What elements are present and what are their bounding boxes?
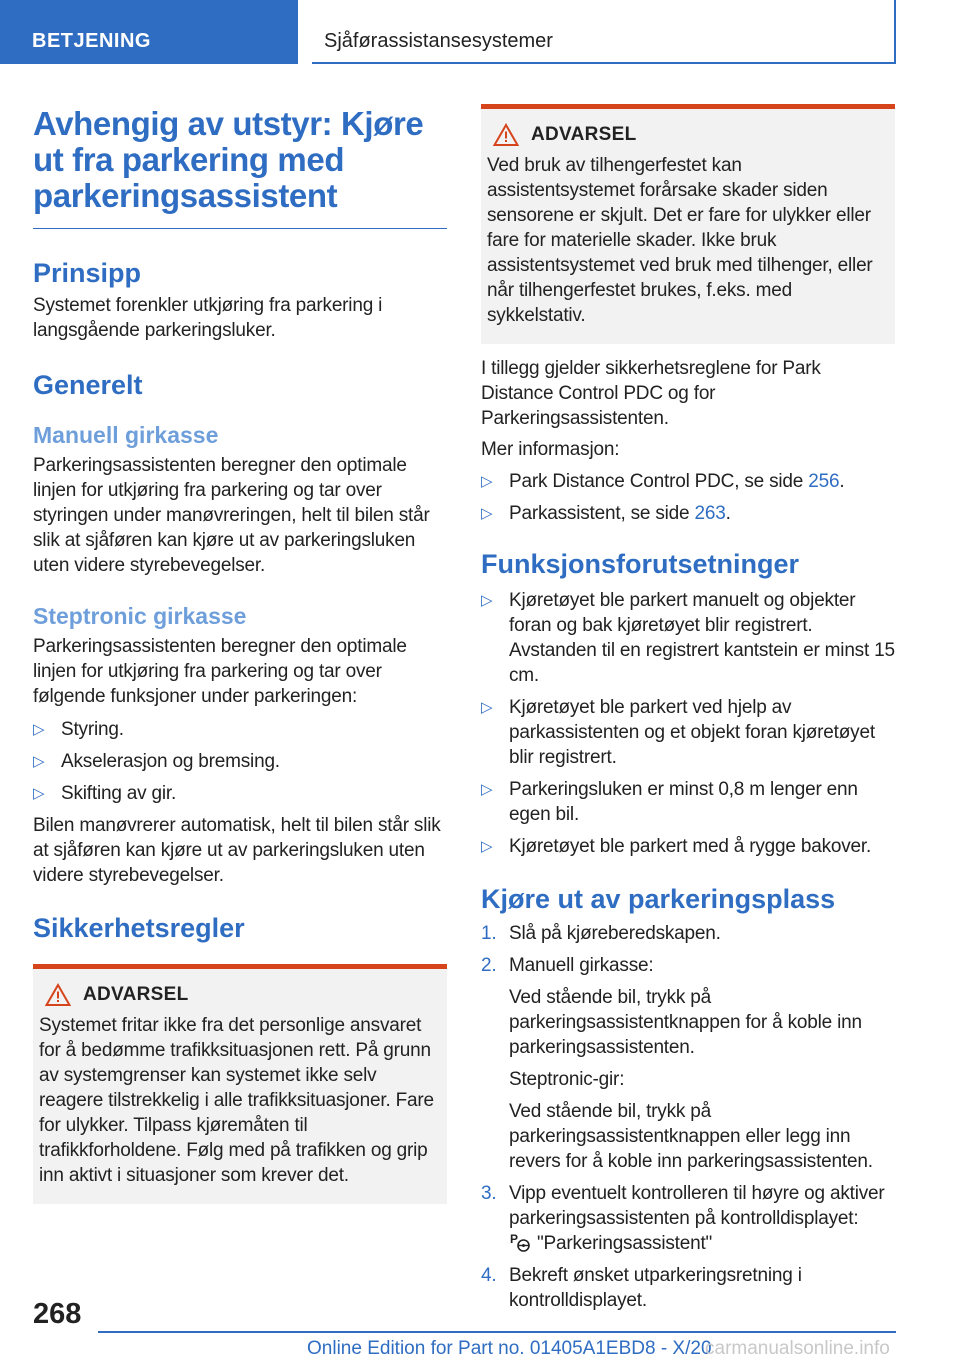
list-item-text: Styring.: [61, 719, 124, 740]
list-item-text: Kjøretøyet ble parkert manuelt og objekter foran og bak kjøretøyet blir registrert. Avstanden til en registrert kantstein er minst 15 cm.: [509, 590, 895, 686]
svg-text:P: P: [510, 1232, 518, 1246]
step-item: [481, 1263, 895, 1313]
steptronic-after-text: Bilen manøvrerer automatisk, helt til bilen står slik at sjåføren kan kjøre ut av parkeringsluken uten videre styrebevegelser.: [33, 815, 441, 886]
warning-text: Ved bruk av tilhengerfestet kan assistentsystemet forårsake skader siden sensorene er skjult. Det er fare for ulykker eller fare for materielle skader. Ikke bruk assistentsystemet ved bruk med tilhenger, eller når tilhengerfestet brukes, f.eks. med sykkelstativ.: [487, 155, 873, 326]
list-item: [481, 695, 895, 770]
heading-generelt: Generelt: [33, 370, 143, 400]
bullet-triangle-icon: ▷: [481, 781, 493, 798]
step-menu-entry: [509, 1231, 895, 1256]
footer-edition: Online Edition for Part no. 01405A1EBD8 - X/20: [307, 1338, 712, 1359]
list-item-text: Kjøretøyet ble parkert med å rygge bakover.: [509, 836, 872, 857]
list-item: [481, 777, 895, 827]
page-title: Avhengig av utstyr: Kjøre ut fra parkering med parkeringsassistent: [33, 105, 424, 214]
list-item-text: Akselerasjon og bremsing.: [61, 751, 280, 772]
warning-triangle-icon: [493, 123, 519, 147]
step-text: Steptronic-gir:: [509, 1069, 625, 1090]
warning-text: Systemet fritar ikke fra det personlige ansvaret for å bedømme trafikksituasjonen rett. På grunn av systemgrenser kan systemet ikke selv reagere tilstrekkelig i alle trafikksituasjoner. Fare for ulykker. Tilpass kjøremåten til trafikkforholdene. Følg med på trafikken og grip inn aktivt i situasjoner som krever det.: [39, 1015, 434, 1186]
list-item: [481, 469, 895, 494]
step-text: Ved stående bil, trykk på parkeringsassistentknappen for å koble inn parkeringsassistenten.: [509, 987, 862, 1058]
requirements-list: [481, 588, 895, 859]
footer-divider: [98, 1331, 896, 1333]
parking-assistant-icon: [509, 1231, 531, 1253]
list-item-text: Parkeringsluken er minst 0,8 m lenger enn egen bil.: [509, 779, 858, 825]
bullet-triangle-icon: ▷: [33, 721, 45, 738]
step-number: 1.: [481, 923, 497, 944]
warning-box: [481, 104, 895, 344]
steptronic-text: Parkeringsassistenten beregner den optimale linjen for utkjøring fra parkering og tar over følgende funksjoner under parkeringen:: [33, 636, 407, 707]
step-item: [481, 921, 895, 946]
header-divider: [298, 0, 312, 64]
steps-list: [481, 921, 895, 1313]
list-item-text: Kjøretøyet ble parkert ved hjelp av parkassistenten og et objekt foran kjøretøyet blir registrert.: [509, 697, 875, 768]
heading-funksjonsforutsetninger: Funksjonsforutsetninger: [481, 549, 800, 579]
steptronic-list: [33, 717, 447, 806]
ref-text: Parkassistent, se side: [509, 503, 695, 524]
step-item: [481, 1181, 895, 1256]
step-text: Manuell girkasse:: [509, 955, 654, 976]
step-text: Ved stående bil, trykk på parkeringsassistentknappen eller legg inn revers for å koble inn parkeringsassistenten.: [509, 1101, 873, 1172]
heading-prinsipp: Prinsipp: [33, 258, 142, 288]
warning-header: [493, 123, 885, 147]
ref-text: Park Distance Control PDC, se side: [509, 471, 809, 492]
list-item: [481, 501, 895, 526]
page-link-263[interactable]: 263: [694, 503, 726, 524]
warning-triangle-icon: [45, 983, 71, 1007]
warning-label: ADVARSEL: [531, 124, 637, 145]
list-item-text: Skifting av gir.: [61, 783, 177, 804]
step-item: [481, 953, 895, 1174]
page-link-256[interactable]: 256: [808, 471, 840, 492]
bullet-triangle-icon: ▷: [33, 785, 45, 802]
list-item: [481, 834, 895, 859]
step-text: Bekreft ønsket utparkeringsretning i kontrolldisplayet.: [509, 1265, 802, 1311]
list-item: [33, 781, 447, 806]
step-text: Vipp eventuelt kontrolleren til høyre og aktiver parkeringsassistenten på kontrolldisplayet:: [509, 1183, 885, 1229]
step-number: 3.: [481, 1183, 497, 1204]
heading-sikkerhetsregler: Sikkerhetsregler: [33, 913, 245, 943]
manuell-text: Parkeringsassistenten beregner den optimale linjen for utkjøring fra parkering og tar over styringen under manøvreringen, helt til bilen står slik at sjåføren kan kjøre ut av parkeringsluken uten videre styrebevegelser.: [33, 455, 430, 576]
menu-entry-label: "Parkeringsassistent": [537, 1233, 713, 1254]
list-item: [481, 588, 895, 688]
watermark: carmanualsonline.info: [705, 1338, 890, 1359]
step-number: 2.: [481, 955, 497, 976]
bullet-triangle-icon: ▷: [481, 505, 493, 522]
prinsipp-text: Systemet forenkler utkjøring fra parkering i langsgående parkeringsluker.: [33, 295, 383, 341]
right-column: [481, 104, 895, 1313]
intro-text: I tillegg gjelder sikkerhetsreglene for Park Distance Control PDC og for Parkeringsassistenten.: [481, 358, 821, 429]
left-column: [33, 106, 447, 1204]
title-divider: [33, 228, 447, 229]
heading-manuell-girkasse: Manuell girkasse: [33, 422, 219, 448]
warning-header: [45, 983, 437, 1007]
page-number: 268: [33, 1298, 82, 1330]
warning-box: [33, 964, 447, 1204]
header-section: [0, 0, 298, 64]
bullet-triangle-icon: ▷: [481, 838, 493, 855]
warning-label: ADVARSEL: [83, 984, 189, 1005]
bullet-triangle-icon: ▷: [481, 699, 493, 716]
header-chapter-label: Sjåførassistansesystemer: [324, 30, 553, 52]
bullet-triangle-icon: ▷: [33, 753, 45, 770]
heading-steptronic-girkasse: Steptronic girkasse: [33, 603, 247, 629]
more-info-label: Mer informasjon:: [481, 439, 620, 460]
list-item: [33, 749, 447, 774]
heading-kjore-ut: Kjøre ut av parkeringsplass: [481, 884, 836, 914]
ref-end: .: [839, 471, 845, 492]
bullet-triangle-icon: ▷: [481, 592, 493, 609]
reference-list: [481, 469, 895, 526]
bullet-triangle-icon: ▷: [481, 473, 493, 490]
step-text: Slå på kjøreberedskapen.: [509, 923, 721, 944]
header-section-label: BETJENING: [32, 30, 151, 52]
header-chapter: [312, 0, 896, 64]
list-item: [33, 717, 447, 742]
ref-end: .: [725, 503, 731, 524]
step-number: 4.: [481, 1265, 497, 1286]
